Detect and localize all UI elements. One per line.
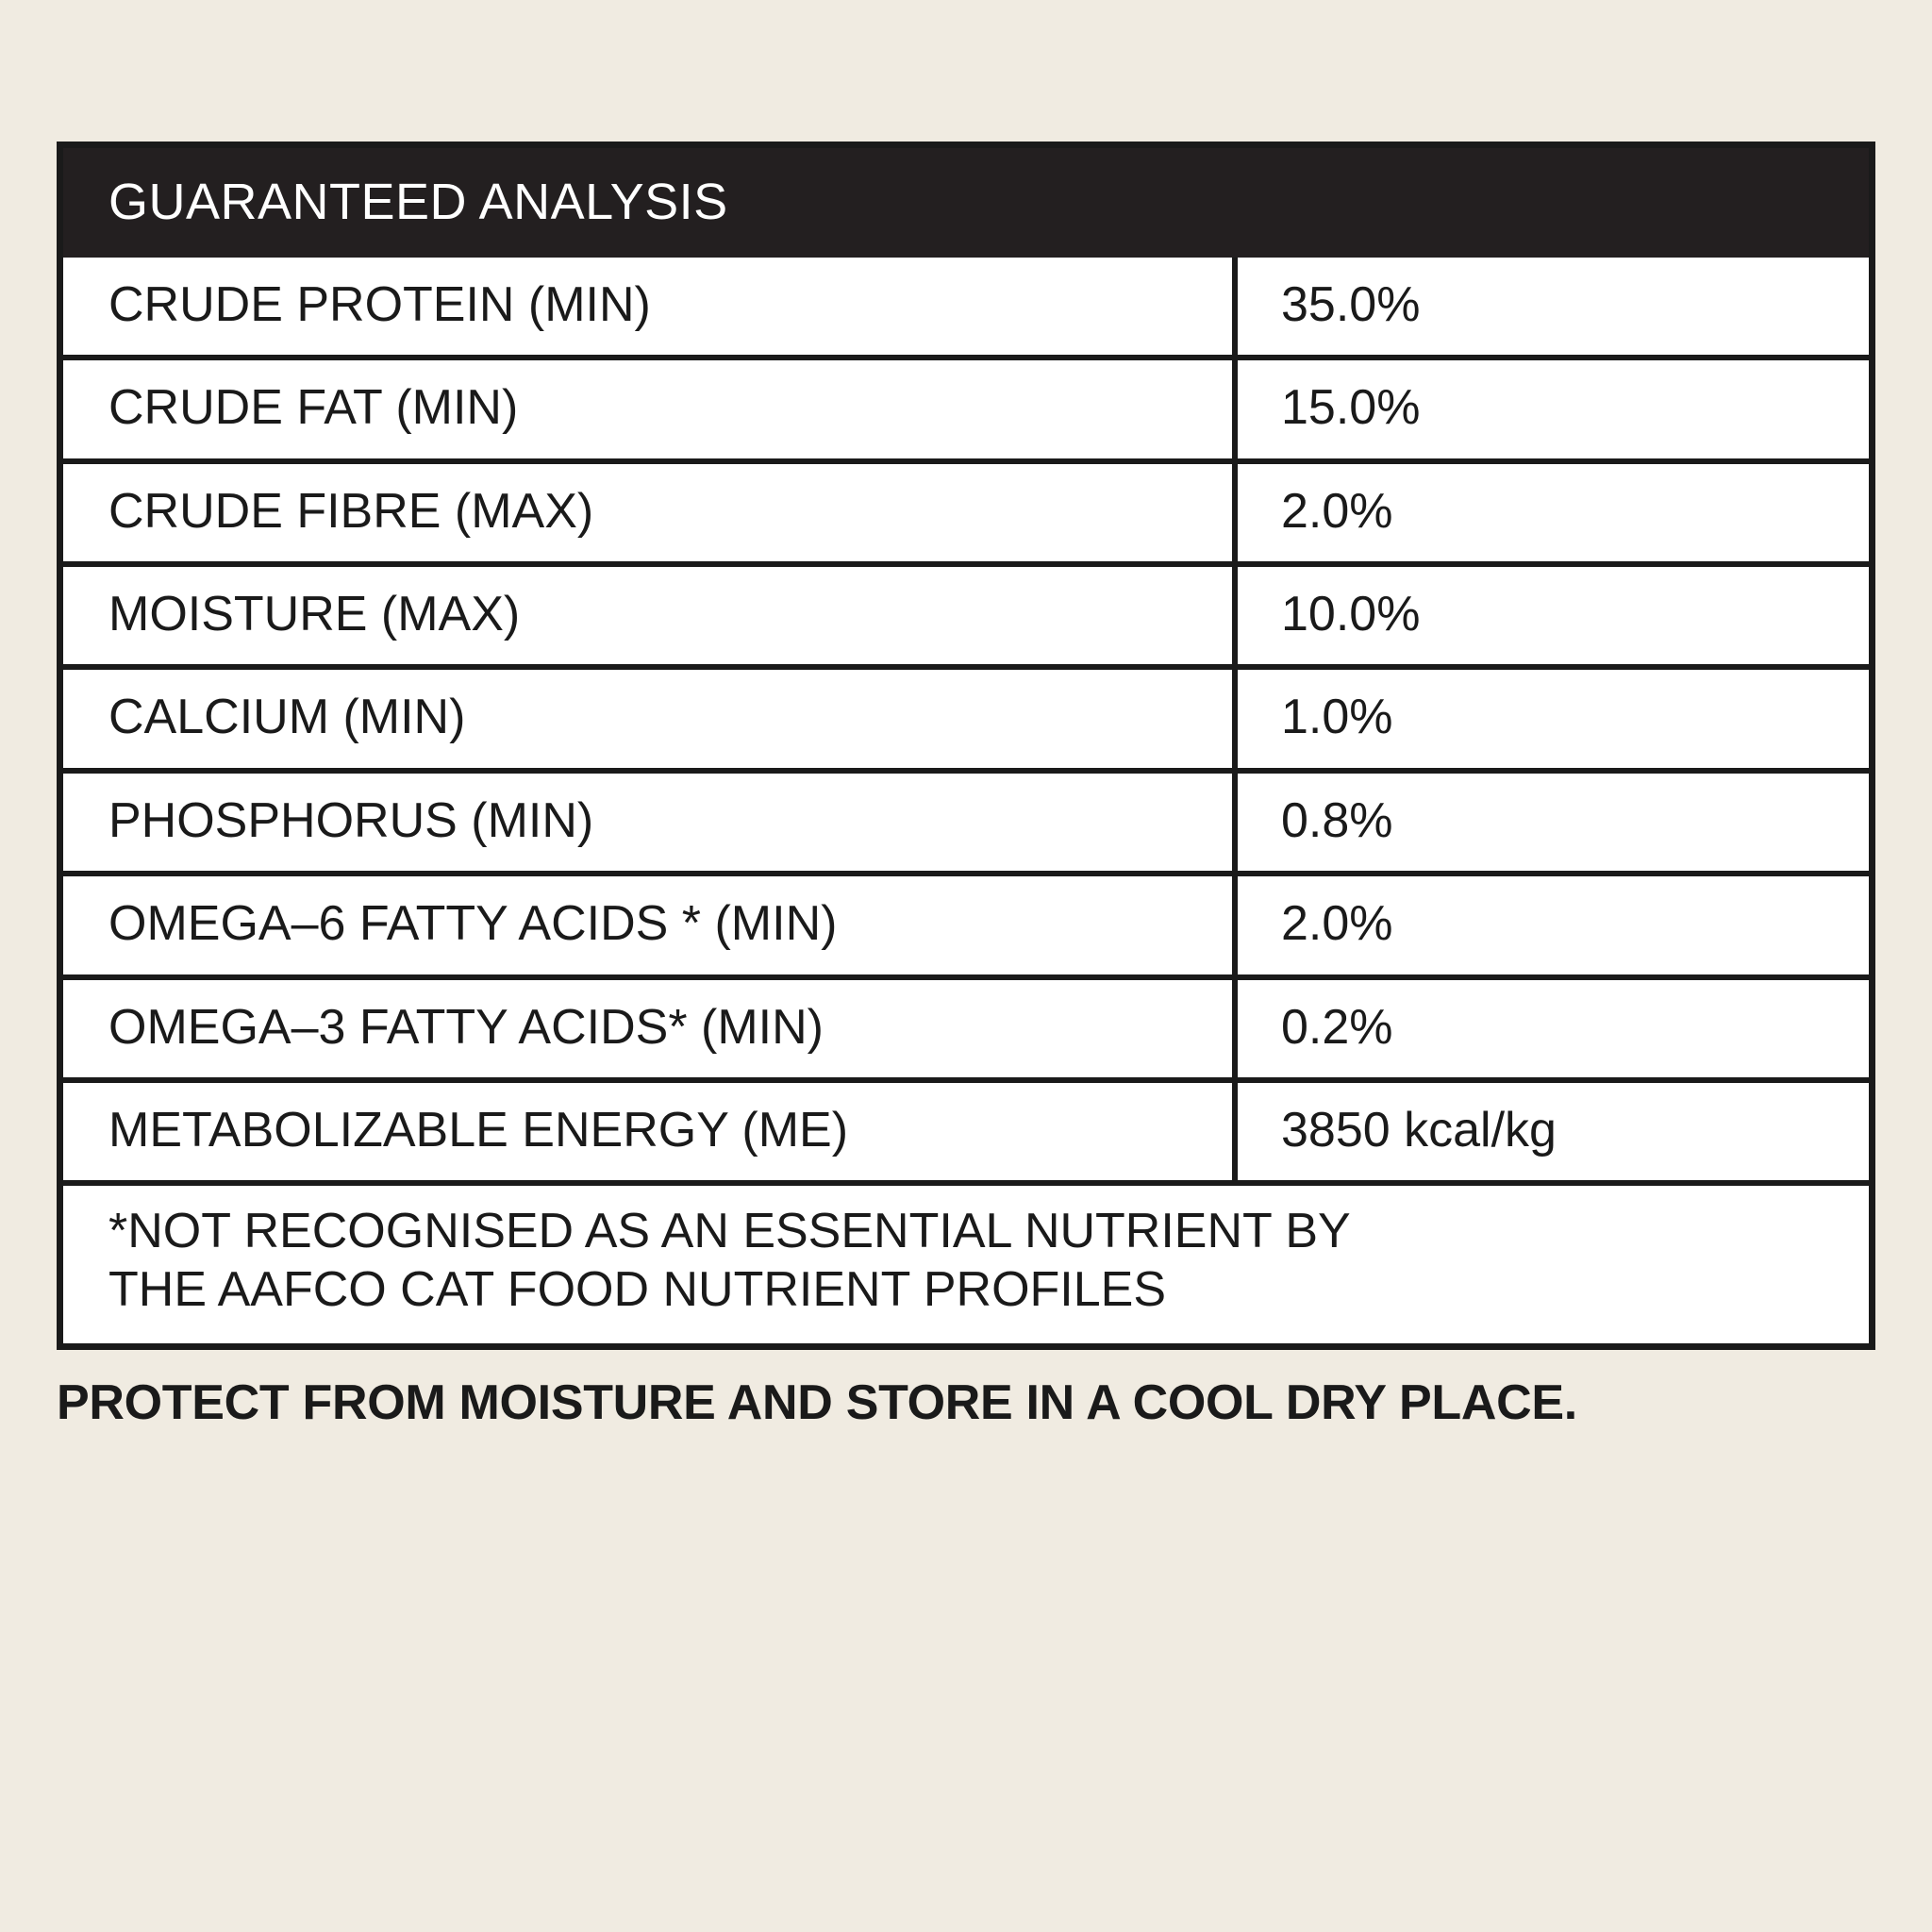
table-row (63, 768, 1869, 871)
nutrient-value: 3850 kcal/kg (1281, 1102, 1557, 1158)
guaranteed-analysis-panel (57, 142, 1875, 1350)
table-row (63, 258, 1869, 355)
table-row (63, 355, 1869, 458)
nutrient-value: 10.0% (1281, 587, 1421, 642)
nutrient-label: CALCIUM (MIN) (63, 670, 1238, 767)
storage-instruction: PROTECT FROM MOISTURE AND STORE IN A COOL DRY PLACE. (57, 1374, 1577, 1430)
nutrient-table (63, 258, 1869, 1180)
nutrient-value: 1.0% (1281, 690, 1393, 745)
nutrient-value: 2.0% (1281, 483, 1393, 539)
table-row (63, 974, 1869, 1077)
nutrient-value: 0.8% (1281, 792, 1393, 848)
nutrient-label: PHOSPHORUS (MIN) (63, 774, 1238, 871)
table-row (63, 561, 1869, 664)
table-row (63, 458, 1869, 561)
nutrient-value: 2.0% (1281, 896, 1393, 952)
nutrient-label: OMEGA–6 FATTY ACIDS * (MIN) (63, 876, 1238, 974)
panel-title: GUARANTEED ANALYSIS (63, 148, 1869, 258)
nutrient-label: CRUDE PROTEIN (MIN) (63, 258, 1238, 355)
nutrient-value: 0.2% (1281, 999, 1393, 1055)
nutrient-label: CRUDE FIBRE (MAX) (63, 464, 1238, 561)
nutrient-value: 15.0% (1281, 380, 1421, 436)
nutrient-label: CRUDE FAT (MIN) (63, 360, 1238, 458)
table-row (63, 871, 1869, 974)
footnote-line-1: *NOT RECOGNISED AS AN ESSENTIAL NUTRIENT BY (108, 1204, 1351, 1259)
nutrient-label: OMEGA–3 FATTY ACIDS* (MIN) (63, 980, 1238, 1077)
nutrient-value: 35.0% (1281, 277, 1421, 332)
table-row (63, 664, 1869, 767)
footnote-line-2: THE AAFCO CAT FOOD NUTRIENT PROFILES (108, 1261, 1167, 1317)
nutrient-label: MOISTURE (MAX) (63, 567, 1238, 664)
nutrient-label: METABOLIZABLE ENERGY (ME) (63, 1083, 1238, 1180)
footnote (63, 1180, 1869, 1343)
table-row (63, 1077, 1869, 1180)
